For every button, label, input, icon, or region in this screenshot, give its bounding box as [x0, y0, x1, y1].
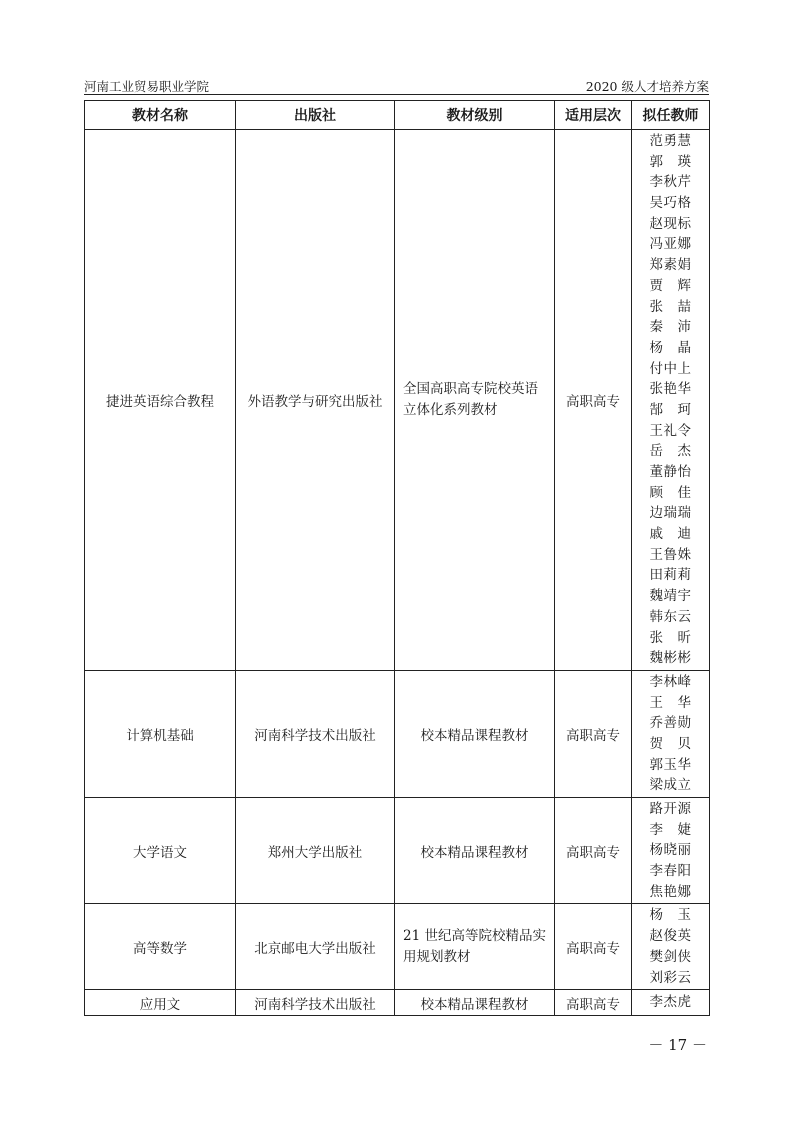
teacher-name: 李 婕 [649, 821, 692, 838]
teacher-name: 王鲁姝 [649, 546, 692, 563]
cell-teachers [632, 670, 710, 797]
textbook-table [84, 100, 710, 1016]
column-header-textbook-level: 教材级别 [395, 101, 555, 130]
teacher-name: 焦艳娜 [649, 883, 692, 900]
cell-textbook-name: 计算机基础 [85, 670, 236, 797]
cell-publisher: 外语教学与研究出版社 [236, 130, 395, 671]
teacher-list [632, 992, 709, 1013]
column-header-textbook-name: 教材名称 [85, 101, 236, 130]
teacher-name: 吴巧格 [649, 195, 692, 212]
teacher-name: 张艳华 [649, 381, 692, 398]
teacher-name: 付中上 [649, 360, 692, 377]
cell-textbook-level: 校本精品课程教材 [395, 798, 555, 904]
cell-publisher: 郑州大学出版社 [236, 798, 395, 904]
teacher-name: 贺 贝 [649, 735, 692, 752]
cell-applicable-tier: 高职高专 [555, 904, 632, 990]
table-header-row [85, 101, 710, 130]
teacher-name: 魏彬彬 [649, 650, 692, 667]
teacher-name: 郑素娟 [649, 257, 692, 274]
table-row [85, 670, 710, 797]
cell-teachers [632, 130, 710, 671]
table-row [85, 990, 710, 1016]
teacher-list [632, 905, 709, 988]
cell-textbook-level: 21 世纪高等院校精品实用规划教材 [395, 904, 555, 990]
teacher-name: 杨 晶 [649, 339, 692, 356]
cell-textbook-level: 校本精品课程教材 [395, 990, 555, 1016]
teacher-name: 韩东云 [649, 608, 692, 625]
page-number: － 17 － [648, 1036, 707, 1054]
teacher-name: 戚 迪 [649, 526, 692, 543]
cell-textbook-name: 高等数学 [85, 904, 236, 990]
teacher-name: 岳 杰 [649, 443, 692, 460]
teacher-list [632, 131, 709, 669]
cell-publisher: 河南科学技术出版社 [236, 990, 395, 1016]
teacher-name: 梁成立 [649, 777, 692, 794]
teacher-name: 赵俊英 [649, 928, 692, 945]
teacher-name: 李春阳 [649, 863, 692, 880]
cell-applicable-tier: 高职高专 [555, 798, 632, 904]
header-document-title: 2020 级人才培养方案 [585, 79, 709, 94]
cell-applicable-tier: 高职高专 [555, 670, 632, 797]
cell-publisher: 河南科学技术出版社 [236, 670, 395, 797]
column-header-teachers: 拟任教师 [632, 101, 710, 130]
teacher-name: 李杰虎 [649, 994, 692, 1011]
teacher-name: 边瑞瑞 [649, 505, 692, 522]
teacher-name: 张 喆 [649, 298, 692, 315]
teacher-name: 李林峰 [649, 673, 692, 690]
teacher-name: 樊剑侠 [649, 948, 692, 965]
column-header-applicable-tier: 适用层次 [555, 101, 632, 130]
table-row [85, 798, 710, 904]
cell-textbook-level: 校本精品课程教材 [395, 670, 555, 797]
teacher-name: 李秋芹 [649, 174, 692, 191]
teacher-name: 董静怡 [649, 464, 692, 480]
teacher-name: 贾 辉 [649, 277, 692, 294]
teacher-name: 郭玉华 [649, 756, 692, 773]
teacher-list [632, 672, 709, 796]
teacher-name: 杨晓丽 [649, 842, 692, 859]
cell-applicable-tier: 高职高专 [555, 990, 632, 1016]
teacher-name: 刘彩云 [649, 969, 692, 986]
teacher-name: 王礼令 [649, 422, 692, 439]
teacher-name: 魏靖宇 [649, 588, 692, 605]
cell-applicable-tier: 高职高专 [555, 130, 632, 671]
teacher-name: 范勇慧 [649, 133, 692, 149]
table-row [85, 130, 710, 671]
header-school-name: 河南工业贸易职业学院 [84, 79, 210, 94]
cell-publisher: 北京邮电大学出版社 [236, 904, 395, 990]
cell-teachers [632, 990, 710, 1016]
table-row [85, 904, 710, 990]
teacher-name: 乔善勋 [649, 715, 692, 732]
teacher-name: 冯亚娜 [649, 236, 692, 253]
cell-textbook-level: 全国高职高专院校英语立体化系列教材 [395, 130, 555, 671]
teacher-name: 郜 珂 [649, 401, 692, 418]
cell-textbook-name: 大学语文 [85, 798, 236, 904]
teacher-name: 秦 沛 [649, 319, 692, 336]
teacher-name: 杨 玉 [649, 907, 692, 924]
teacher-name: 顾 佳 [649, 484, 692, 501]
teacher-list [632, 799, 709, 902]
teacher-name: 田莉莉 [649, 567, 692, 584]
page-header [84, 76, 709, 95]
teacher-name: 郭 瑛 [649, 153, 692, 170]
cell-textbook-name: 应用文 [85, 990, 236, 1016]
cell-textbook-name: 捷进英语综合教程 [85, 130, 236, 671]
teacher-name: 王 华 [649, 694, 692, 711]
column-header-publisher: 出版社 [236, 101, 395, 130]
cell-teachers [632, 904, 710, 990]
teacher-name: 路开源 [649, 801, 692, 817]
teacher-name: 张 昕 [649, 629, 692, 646]
cell-teachers [632, 798, 710, 904]
teacher-name: 赵现标 [649, 215, 692, 232]
